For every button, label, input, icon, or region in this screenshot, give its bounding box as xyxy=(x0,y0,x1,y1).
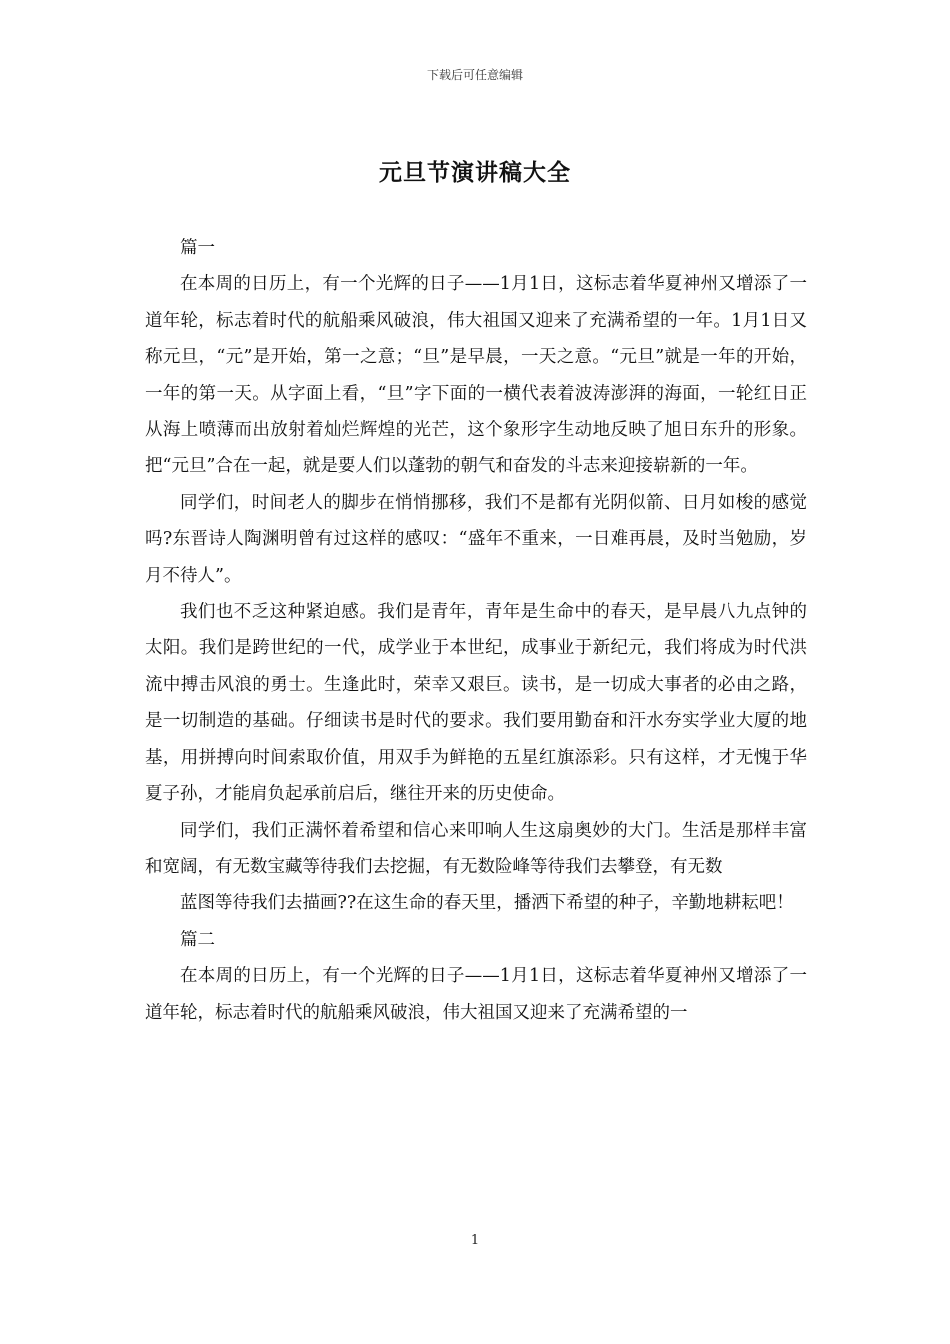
paragraph: 同学们，时间老人的脚步在悄悄挪移，我们不是都有光阴似箭、日月如梭的感觉吗?东晋诗人陶渊明曾有过这样的感叹：“盛年不重来，一日难再晨，及时当勉励，岁月不待人”。 xyxy=(145,492,807,586)
paragraph: 同学们，我们正满怀着希望和信心来叩响人生这扇奥妙的大门。生活是那样丰富和宽阔，有无数宝藏等待我们去挖掘，有无数险峰等待我们去攀登，有无数 xyxy=(145,820,807,877)
section-heading-2: 篇二 xyxy=(180,929,215,950)
header-note: 下载后可任意编辑 xyxy=(426,68,523,82)
section-heading-1: 篇一 xyxy=(180,238,215,258)
document-body xyxy=(145,230,807,1031)
page-number: 1 xyxy=(470,1233,480,1248)
document-title: 元旦节演讲稿大全 xyxy=(379,159,571,186)
paragraph: 在本周的日历上，有一个光辉的日子——1月1日，这标志着华夏神州又增添了一道年轮，标志着时代的航船乘风破浪，伟大祖国又迎来了充满希望的一年。1月1日又称元旦，“元”是开始，第一之意；“旦”是早晨，一天之意。“元旦”就是一年的开始，一年的第一天。从字面上看，“旦”字下面的一横代表着波涛澎湃的海面，一轮红日正从海上喷薄而出放射着灿烂辉煌的光芒，这个象形字生动地反映了旭日东升的形象。把“元旦”合在一起，就是要人们以蓬勃的朝气和奋发的斗志来迎接崭新的一年。 xyxy=(145,274,807,477)
paragraph: 蓝图等待我们去描画??在这生命的春天里，播洒下希望的种子，辛勤地耕耘吧！ xyxy=(180,893,794,914)
paragraph: 我们也不乏这种紧迫感。我们是青年，青年是生命中的春天，是早晨八九点钟的太阳。我们是跨世纪的一代，成学业于本世纪，成事业于新纪元，我们将成为时代洪流中搏击风浪的勇士。生逢此时，荣幸又艰巨。读书，是一切成大事者的必由之路，是一切制造的基础。仔细读书是时代的要求。我们要用勤奋和汗水夯实学业大厦的地基，用拼搏向时间索取价值，用双手为鲜艳的五星红旗添彩。只有这样，才无愧于华夏子孙，才能肩负起承前启后，继往开来的历史使命。 xyxy=(145,602,807,805)
paragraph: 在本周的日历上，有一个光辉的日子——1月1日，这标志着华夏神州又增添了一道年轮，标志着时代的航船乘风破浪，伟大祖国又迎来了充满希望的一 xyxy=(145,966,807,1023)
